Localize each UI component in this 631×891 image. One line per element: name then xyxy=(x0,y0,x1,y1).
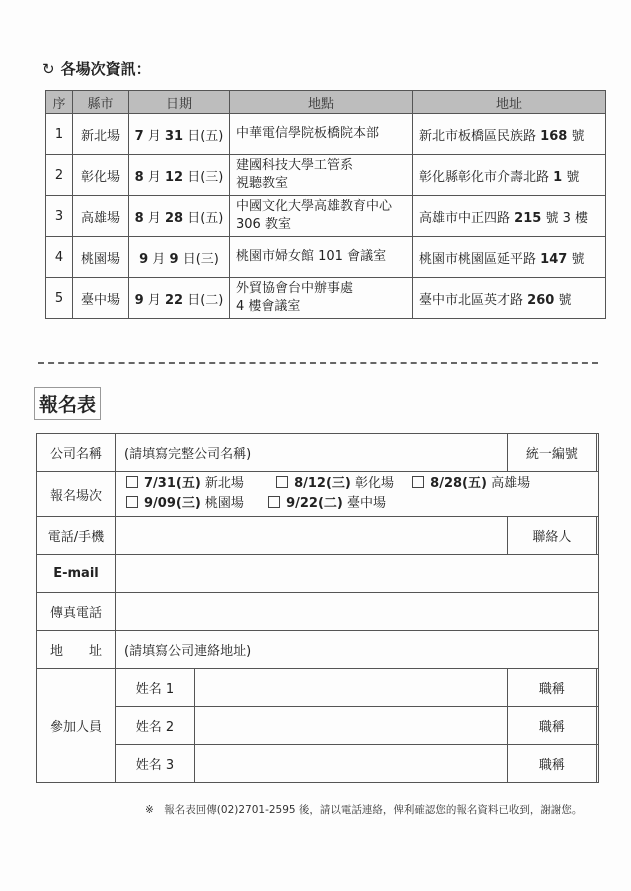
row-venue xyxy=(230,155,413,196)
venue-line-1: 桃園市婦女館 101 會議室 xyxy=(236,249,387,264)
date-month: 9 xyxy=(139,251,149,267)
date-day-unit: 日(五) xyxy=(187,210,224,226)
address-suffix: 號 xyxy=(558,292,572,308)
address-number: 168 xyxy=(540,128,568,144)
header-date: 日期 xyxy=(129,91,230,114)
option-date: 9/22(二) xyxy=(286,496,343,511)
fax-row xyxy=(37,593,599,631)
taxid-label: 統一編號 xyxy=(507,434,596,472)
date-month-unit: 月 xyxy=(147,169,161,185)
checkbox-icon[interactable] xyxy=(268,496,280,508)
address-street: 彰化縣彰化市介壽北路 xyxy=(419,169,550,185)
row-city: 桃園場 xyxy=(73,237,129,278)
address-street: 新北市板橋區民族路 xyxy=(419,128,537,144)
email-field[interactable] xyxy=(116,555,599,593)
participant-row xyxy=(37,707,599,745)
row-city: 彰化場 xyxy=(73,155,129,196)
row-address xyxy=(413,155,606,196)
jobtitle-field[interactable] xyxy=(596,745,598,783)
row-date xyxy=(129,278,230,319)
company-label: 公司名稱 xyxy=(37,434,116,472)
address-field[interactable] xyxy=(116,631,599,669)
option-city: 彰化場 xyxy=(355,476,395,491)
name-field[interactable] xyxy=(195,745,508,783)
address-suffix: 號 xyxy=(571,251,585,267)
row-venue xyxy=(230,114,413,155)
fax-field[interactable] xyxy=(116,593,599,631)
session-row xyxy=(37,472,599,517)
address-number: 260 xyxy=(527,292,555,308)
date-day-unit: 日(三) xyxy=(182,251,219,267)
name-label: 姓名 3 xyxy=(116,745,195,783)
checkbox-icon[interactable] xyxy=(412,476,424,488)
row-address xyxy=(413,237,606,278)
header-venue: 地點 xyxy=(230,91,413,114)
form-title: 報名表 xyxy=(34,387,101,420)
table-row xyxy=(46,155,606,196)
jobtitle-label: 職稱 xyxy=(507,669,596,707)
date-month-unit: 月 xyxy=(152,251,166,267)
table-row xyxy=(46,278,606,319)
venue-line-1: 中華電信學院板橋院本部 xyxy=(236,126,380,141)
row-date xyxy=(129,155,230,196)
venue-line-1: 外貿協會台中辦事處 xyxy=(236,281,354,296)
option-city: 高雄場 xyxy=(491,476,531,491)
row-venue xyxy=(230,237,413,278)
row-city: 新北場 xyxy=(73,114,129,155)
fax-instruction-note: ※ 報名表回傳(02)2701-2595 後，請以電話連絡，俾利確認您的報名資料已收到，謝謝您。 xyxy=(145,804,583,816)
session-options xyxy=(116,472,599,517)
taxid-field[interactable] xyxy=(596,434,598,472)
date-month-unit: 月 xyxy=(147,210,161,226)
section-heading xyxy=(42,58,151,79)
address-hint: (請填寫公司連絡地址) xyxy=(124,644,252,659)
address-label: 地 址 xyxy=(37,631,116,669)
option-city: 桃園場 xyxy=(204,496,244,511)
row-city: 臺中場 xyxy=(73,278,129,319)
row-address xyxy=(413,196,606,237)
contact-label: 聯絡人 xyxy=(507,517,596,555)
name-label: 姓名 2 xyxy=(116,707,195,745)
section-heading-text: 各場次資訊： xyxy=(60,60,151,78)
venue-line-1: 建國科技大學工管系 xyxy=(236,158,354,173)
address-suffix: 號 xyxy=(566,169,580,185)
company-row xyxy=(37,434,599,472)
table-row xyxy=(46,237,606,278)
venue-line-2: 4 樓會議室 xyxy=(236,299,301,314)
email-label: E-mail xyxy=(37,555,116,593)
address-row xyxy=(37,631,599,669)
row-date xyxy=(129,114,230,155)
checkbox-icon[interactable] xyxy=(126,496,138,508)
row-city: 高雄場 xyxy=(73,196,129,237)
date-month-unit: 月 xyxy=(147,292,161,308)
row-no: 5 xyxy=(46,278,73,319)
row-no: 3 xyxy=(46,196,73,237)
jobtitle-label: 職稱 xyxy=(507,707,596,745)
row-address xyxy=(413,114,606,155)
option-date: 9/09(三) xyxy=(144,496,201,511)
option-date: 8/28(五) xyxy=(430,476,487,491)
venue-line-1: 中國文化大學高雄教育中心 xyxy=(236,199,393,214)
session-option-4[interactable] xyxy=(126,494,244,514)
email-row xyxy=(37,555,599,593)
cut-line-divider xyxy=(38,362,598,364)
header-no: 序 xyxy=(46,91,73,114)
address-suffix: 號 3 樓 xyxy=(545,210,588,226)
address-number: 147 xyxy=(540,251,568,267)
option-date: 7/31(五) xyxy=(144,476,201,491)
session-table xyxy=(45,90,606,319)
refresh-icon: ↻ xyxy=(42,59,55,78)
date-day-unit: 日(二) xyxy=(187,292,224,308)
row-no: 1 xyxy=(46,114,73,155)
company-hint: (請填寫完整公司名稱) xyxy=(124,447,252,462)
session-option-5[interactable] xyxy=(268,494,386,514)
contact-field[interactable] xyxy=(596,517,598,555)
participants-label: 參加人員 xyxy=(37,669,116,783)
phone-row xyxy=(37,517,599,555)
date-day: 12 xyxy=(164,169,184,185)
name-field[interactable] xyxy=(195,707,508,745)
date-day: 22 xyxy=(164,292,184,308)
address-street: 高雄市中正四路 xyxy=(419,210,511,226)
header-city: 縣市 xyxy=(73,91,129,114)
date-month-unit: 月 xyxy=(147,128,161,144)
jobtitle-field[interactable] xyxy=(596,707,598,745)
name-field[interactable] xyxy=(195,669,508,707)
table-row xyxy=(46,196,606,237)
date-month: 7 xyxy=(134,128,144,144)
row-no: 2 xyxy=(46,155,73,196)
venue-line-2: 306 教室 xyxy=(236,217,291,232)
date-day: 31 xyxy=(164,128,184,144)
date-day: 9 xyxy=(169,251,179,267)
session-option-3[interactable] xyxy=(412,474,530,494)
venue-line-2: 視聽教室 xyxy=(236,176,289,191)
row-date xyxy=(129,237,230,278)
row-date xyxy=(129,196,230,237)
row-no: 4 xyxy=(46,237,73,278)
phone-label: 電話/手機 xyxy=(37,517,116,555)
checkbox-icon[interactable] xyxy=(126,476,138,488)
date-month: 8 xyxy=(134,169,144,185)
option-city: 新北場 xyxy=(204,476,244,491)
session-label: 報名場次 xyxy=(37,472,116,517)
jobtitle-field[interactable] xyxy=(596,669,598,707)
phone-field[interactable] xyxy=(116,517,508,555)
name-label: 姓名 1 xyxy=(116,669,195,707)
session-option-1[interactable] xyxy=(126,474,244,494)
jobtitle-label: 職稱 xyxy=(507,745,596,783)
date-month: 9 xyxy=(134,292,144,308)
address-street: 臺中市北區英才路 xyxy=(419,292,524,308)
company-name-field[interactable] xyxy=(116,434,508,472)
table-header-row xyxy=(46,91,606,114)
registration-form xyxy=(36,433,599,783)
row-address xyxy=(413,278,606,319)
address-number: 1 xyxy=(553,169,563,185)
date-day-unit: 日(三) xyxy=(187,169,224,185)
participant-row xyxy=(37,745,599,783)
table-row xyxy=(46,114,606,155)
option-date: 8/12(三) xyxy=(294,476,351,491)
date-day-unit: 日(五) xyxy=(187,128,224,144)
row-venue xyxy=(230,196,413,237)
address-street: 桃園市桃園區延平路 xyxy=(419,251,537,267)
row-venue xyxy=(230,278,413,319)
option-city: 臺中場 xyxy=(347,496,387,511)
address-number: 215 xyxy=(514,210,542,226)
participant-row xyxy=(37,669,599,707)
session-option-2[interactable] xyxy=(276,474,394,494)
date-month: 8 xyxy=(134,210,144,226)
fax-label: 傳真電話 xyxy=(37,593,116,631)
header-address: 地址 xyxy=(413,91,606,114)
date-day: 28 xyxy=(164,210,184,226)
address-suffix: 號 xyxy=(571,128,585,144)
checkbox-icon[interactable] xyxy=(276,476,288,488)
